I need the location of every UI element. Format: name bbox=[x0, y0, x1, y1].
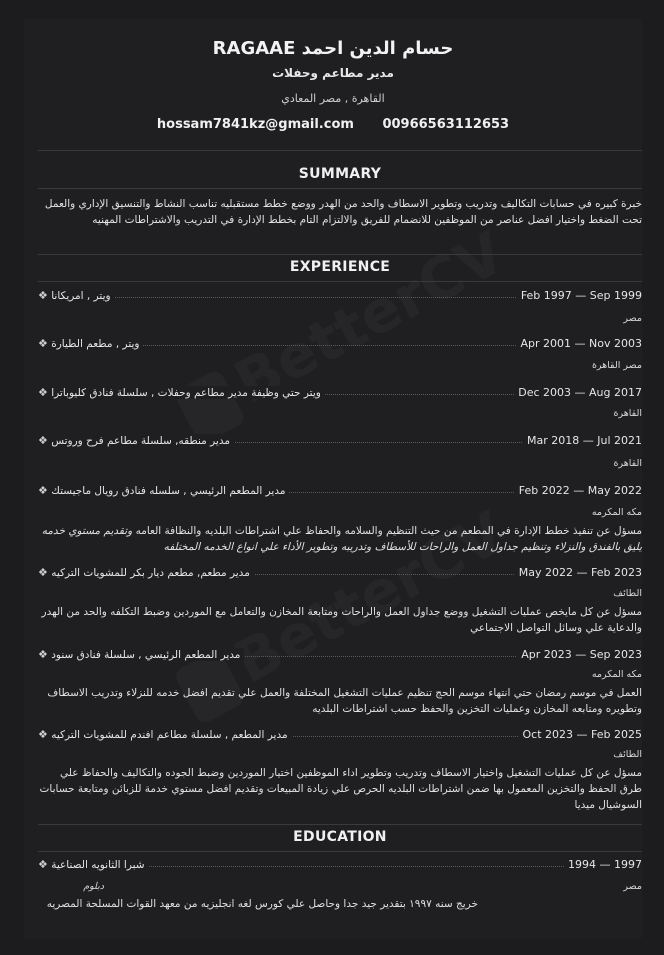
divider bbox=[38, 824, 642, 825]
email-link[interactable]: hossam7841kz@gmail.com bbox=[156, 117, 354, 132]
education-dates: 1994 — 1997 bbox=[564, 858, 642, 871]
education-heading: EDUCATION bbox=[293, 829, 387, 845]
experience-place: الطائف bbox=[613, 588, 642, 599]
role-title: مدير المطعم الرئيسي , سلسله فنادق رويال ماجيستك bbox=[51, 485, 286, 497]
role-title: ويتر , مطعم الطيارة bbox=[51, 338, 140, 350]
experience-dates: Feb 1997 — Sep 1999 bbox=[517, 289, 642, 302]
experience-dates: Oct 2023 — Feb 2025 bbox=[519, 728, 642, 741]
diamond-bullet-icon: ❖ bbox=[38, 434, 48, 447]
experience-row bbox=[38, 386, 642, 402]
experience-row bbox=[38, 566, 642, 582]
divider bbox=[38, 281, 642, 282]
experience-row bbox=[38, 289, 642, 305]
education-description: خريج سنه ١٩٩٧ بتقدير جيد جدا وحاصل علي كورس لغه انجليزيه من معهد القوات المسلحة المصريه bbox=[46, 898, 478, 910]
experience-dates: Apr 2023 — Sep 2023 bbox=[517, 648, 642, 661]
role-title: ويتر , امريكانا bbox=[51, 290, 111, 302]
experience-place: الطائف bbox=[613, 749, 642, 760]
experience-dates: Apr 2001 — Nov 2003 bbox=[517, 337, 642, 350]
diamond-bullet-icon: ❖ bbox=[38, 386, 48, 399]
experience-row bbox=[38, 484, 642, 500]
school-name: شبرا الثانويه الصناعية bbox=[51, 859, 145, 871]
experience-description: مسؤل عن تنفيذ خطط الإدارة في المطعم من حيث التنظيم والسلامه والحفاظ علي اشتراطات البلديه والنظافة العامه وتقديم مستوي خدمه يليق بالفندق والنزلاء وتنظيم جداول العمل والراحات للأسطاف وتدريبه وتطوير الأداء علي انواع الخدمه المختلفه bbox=[41, 525, 642, 553]
education-place: مصر bbox=[623, 881, 642, 892]
experience-heading: EXPERIENCE bbox=[289, 259, 391, 275]
diamond-bullet-icon: ❖ bbox=[38, 566, 48, 579]
summary-heading: SUMMARY bbox=[298, 166, 382, 182]
experience-place: القاهرة bbox=[613, 408, 642, 419]
experience-place: مكه المكرمه bbox=[591, 507, 642, 518]
candidate-name: RAGAAE حسام الدين احمد bbox=[212, 38, 454, 59]
experience-dates: Mar 2018 — Jul 2021 bbox=[523, 434, 642, 447]
experience-place: القاهرة bbox=[613, 458, 642, 469]
experience-description: العمل في موسم رمضان حتي انتهاء موسم الحج تنظيم عمليات التشغيل المختلفة والعمل علي تقديم افضل خدمه للنزلاء وتدريب الاسطاف وتطويره ومتابعه المخازن وعمليات التخزين والحفظ حسب اشتراطات البلديه bbox=[47, 687, 642, 715]
experience-place: مصر bbox=[623, 313, 642, 324]
degree: دبلوم bbox=[83, 881, 104, 892]
experience-row bbox=[38, 337, 642, 353]
role-title: مدير مطعم, مطعم ديار بكر للمشويات التركيه bbox=[51, 567, 250, 579]
experience-dates: May 2022 — Feb 2023 bbox=[515, 566, 642, 579]
divider bbox=[38, 851, 642, 852]
summary-text: خبرة كبيره في حسابات التكاليف وتدريب وتطوير الاسطاف والحد من الهدر ووضع خطط مستقبليه تناسب النشاط والتنسيق الإداري والعمل تحت الضغط واختيار افضل عناصر من الموظفين للانضمام للفريق والالتزام التام بخطط الإدارة في التدريب والاشتراطات المهنيه bbox=[44, 198, 642, 226]
resume-page bbox=[24, 18, 642, 938]
watermark bbox=[169, 218, 516, 445]
diamond-bullet-icon: ❖ bbox=[38, 289, 48, 302]
diamond-bullet-icon: ❖ bbox=[38, 484, 48, 497]
phone-number: 00966563112653 bbox=[382, 117, 510, 132]
role-title: مدير المطعم , سلسلة مطاعم افندم للمشويات التركيه bbox=[51, 729, 288, 741]
diamond-bullet-icon: ❖ bbox=[38, 728, 48, 741]
experience-place: مكه المكرمه bbox=[591, 669, 642, 680]
experience-description: مسؤل عن كل عمليات التشغيل واختيار الاسطاف وتدريب وتطوير اداء الموظفين اختيار الموردين وضبط الجوده والتكاليف والحفاظ علي طرق الحفظ والتخزين المعمول بها ضمن اشتراطات البلديه الحرص علي زيادة المبيعات وتقديم افضل مستوي خدمة للزبائن ومتابعة حسابات السوشيال ميديا bbox=[39, 767, 642, 811]
experience-dates: Feb 2022 — May 2022 bbox=[515, 484, 642, 497]
diamond-bullet-icon: ❖ bbox=[38, 858, 48, 871]
location: القاهرة , مصر المعادي bbox=[281, 92, 385, 105]
role-title: مدير المطعم الرئيسي , سلسلة فنادق سنود bbox=[51, 649, 241, 661]
role-title: مدير منطقه, سلسلة مطاعم فرح وروتس bbox=[51, 435, 230, 447]
experience-place: مصر القاهرة bbox=[591, 360, 642, 371]
divider bbox=[38, 254, 642, 255]
experience-row bbox=[38, 648, 642, 664]
role-title: ويتر حتي وظيفة مدير مطاعم وحفلات , سلسلة فنادق كليوباترا bbox=[51, 387, 321, 399]
divider bbox=[38, 188, 642, 189]
job-title: مدير مطاعم وحفلات bbox=[272, 66, 394, 80]
diamond-bullet-icon: ❖ bbox=[38, 337, 48, 350]
experience-row bbox=[38, 728, 642, 744]
contact-line bbox=[24, 117, 642, 132]
education-row bbox=[38, 858, 642, 874]
diamond-bullet-icon: ❖ bbox=[38, 648, 48, 661]
experience-row bbox=[38, 434, 642, 450]
experience-description: مسؤل عن كل مايخص عمليات التشغيل ووضع جداول العمل والراحات ومتابعة المخازن والتعامل مع الموردين وضبط التكلفه والحد من الهدر والدعاية علي وسائل التواصل الاجتماعي bbox=[41, 606, 642, 634]
divider bbox=[38, 150, 642, 151]
experience-dates: Dec 2003 — Aug 2017 bbox=[514, 386, 642, 399]
